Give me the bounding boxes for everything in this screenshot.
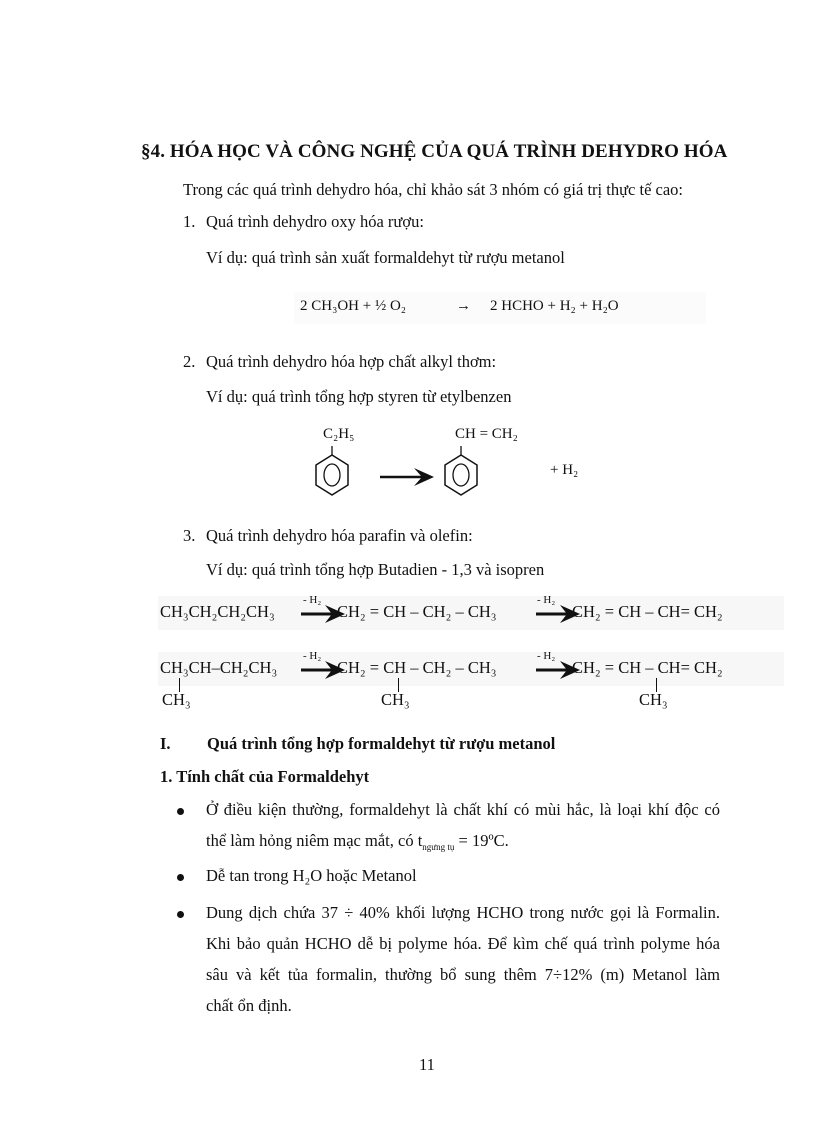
isopentane-arrow-label-1: - H₂: [303, 650, 322, 662]
bullet-icon: [177, 874, 184, 881]
methyl-branch-3: CH₃: [639, 690, 668, 709]
bullet-2-text: Dễ tan trong H₂O hoặc Metanol: [206, 866, 417, 885]
list-item-2-number: 2.: [183, 352, 196, 371]
hydrogen-byproduct: + H₂: [550, 462, 579, 478]
list-item-3-number: 3.: [183, 526, 196, 545]
vinyl-group-label: CH = CH₂: [455, 426, 518, 442]
butane-formula: CH₃CH₂CH₂CH₃: [160, 602, 275, 621]
methyl-branch-1: CH₃: [162, 690, 191, 709]
subsection-title: 1. Tính chất của Formaldehyt: [160, 767, 370, 786]
isoprene-formula: CH₂ = CH – CH= CH₂: [572, 658, 723, 677]
bullet-3-line-4: chất ổn định.: [206, 996, 292, 1015]
list-item-2-example: Ví dụ: quá trình tổng hợp styren từ etylbenzen: [206, 387, 512, 406]
list-item-1-number: 1.: [183, 212, 196, 231]
intro-text: Trong các quá trình dehydro hóa, chỉ khảo sát 3 nhóm có giá trị thực tế cao:: [183, 180, 683, 199]
list-item-2-text: Quá trình dehydro hóa hợp chất alkyl thơm:: [206, 352, 497, 371]
butane-arrow-label-1: - H₂: [303, 594, 322, 606]
list-item-1-example: Ví dụ: quá trình sản xuất formaldehyt từ rượu metanol: [206, 248, 565, 267]
section-title: Quá trình tổng hợp formaldehyt từ rượu metanol: [207, 734, 556, 753]
bullet-3-line-3: sâu và kết tủa formalin, thường bổ sung thêm 7÷12% (m) Metanol làm: [206, 965, 720, 984]
bullet-3-line-1: Dung dịch chứa 37 ÷ 40% khối lượng HCHO trong nước gọi là Formalin.: [206, 903, 720, 922]
ethyl-group-label: C₂H₅: [323, 426, 355, 442]
bullet-icon: [177, 911, 184, 918]
equation-methanol: [294, 292, 706, 324]
list-item-3-example: Ví dụ: quá trình tổng hợp Butadien - 1,3 và isopren: [206, 560, 545, 579]
benzene-ring-reactant: [311, 446, 353, 498]
page-title: §4. HÓA HỌC VÀ CÔNG NGHỆ CỦA QUÁ TRÌNH DEHYDRO HÓA: [141, 141, 728, 162]
page-number: 11: [419, 1055, 435, 1074]
butadiene-formula: CH₂ = CH – CH= CH₂: [572, 602, 723, 621]
bullet-icon: [177, 808, 184, 815]
list-item-3-text: Quá trình dehydro hóa parafin và olefin:: [206, 526, 473, 545]
isopentane-arrow-label-2: - H₂: [537, 650, 556, 662]
butene-formula: CH₂ = CH – CH₂ – CH₃: [337, 602, 497, 621]
eq1-products: 2 HCHO + H₂ + H₂O: [490, 298, 619, 314]
eq1-reactants: 2 CH₃OH + ½ O₂: [300, 298, 407, 314]
bullet-1-line-2: thể làm hỏng niêm mạc mắt, có $t_{ngưng tụ}$ = 19ºC.: [206, 831, 509, 852]
eq1-arrow: →: [456, 298, 471, 314]
methyl-branch-2: CH₃: [381, 690, 410, 709]
bullet-1-line-1: Ở điều kiện thường, formaldehyt là chất khí có mùi hắc, là loại khí độc có: [206, 800, 720, 819]
bullet-3-line-2: Khi bảo quản HCHO dễ bị polyme hóa. Để kìm chế quá trình polyme hóa: [206, 934, 720, 953]
benzene-ring-product: [440, 446, 482, 498]
section-number: I.: [160, 734, 171, 753]
reaction-arrow-icon: [378, 464, 438, 490]
isopentene-formula: CH₂ = CH – CH₂ – CH₃: [337, 658, 497, 677]
list-item-1-text: Quá trình dehydro oxy hóa rượu:: [206, 212, 424, 231]
isopentane-formula: CH₃CH–CH₂CH₃: [160, 658, 278, 677]
butane-arrow-label-2: - H₂: [537, 594, 556, 606]
